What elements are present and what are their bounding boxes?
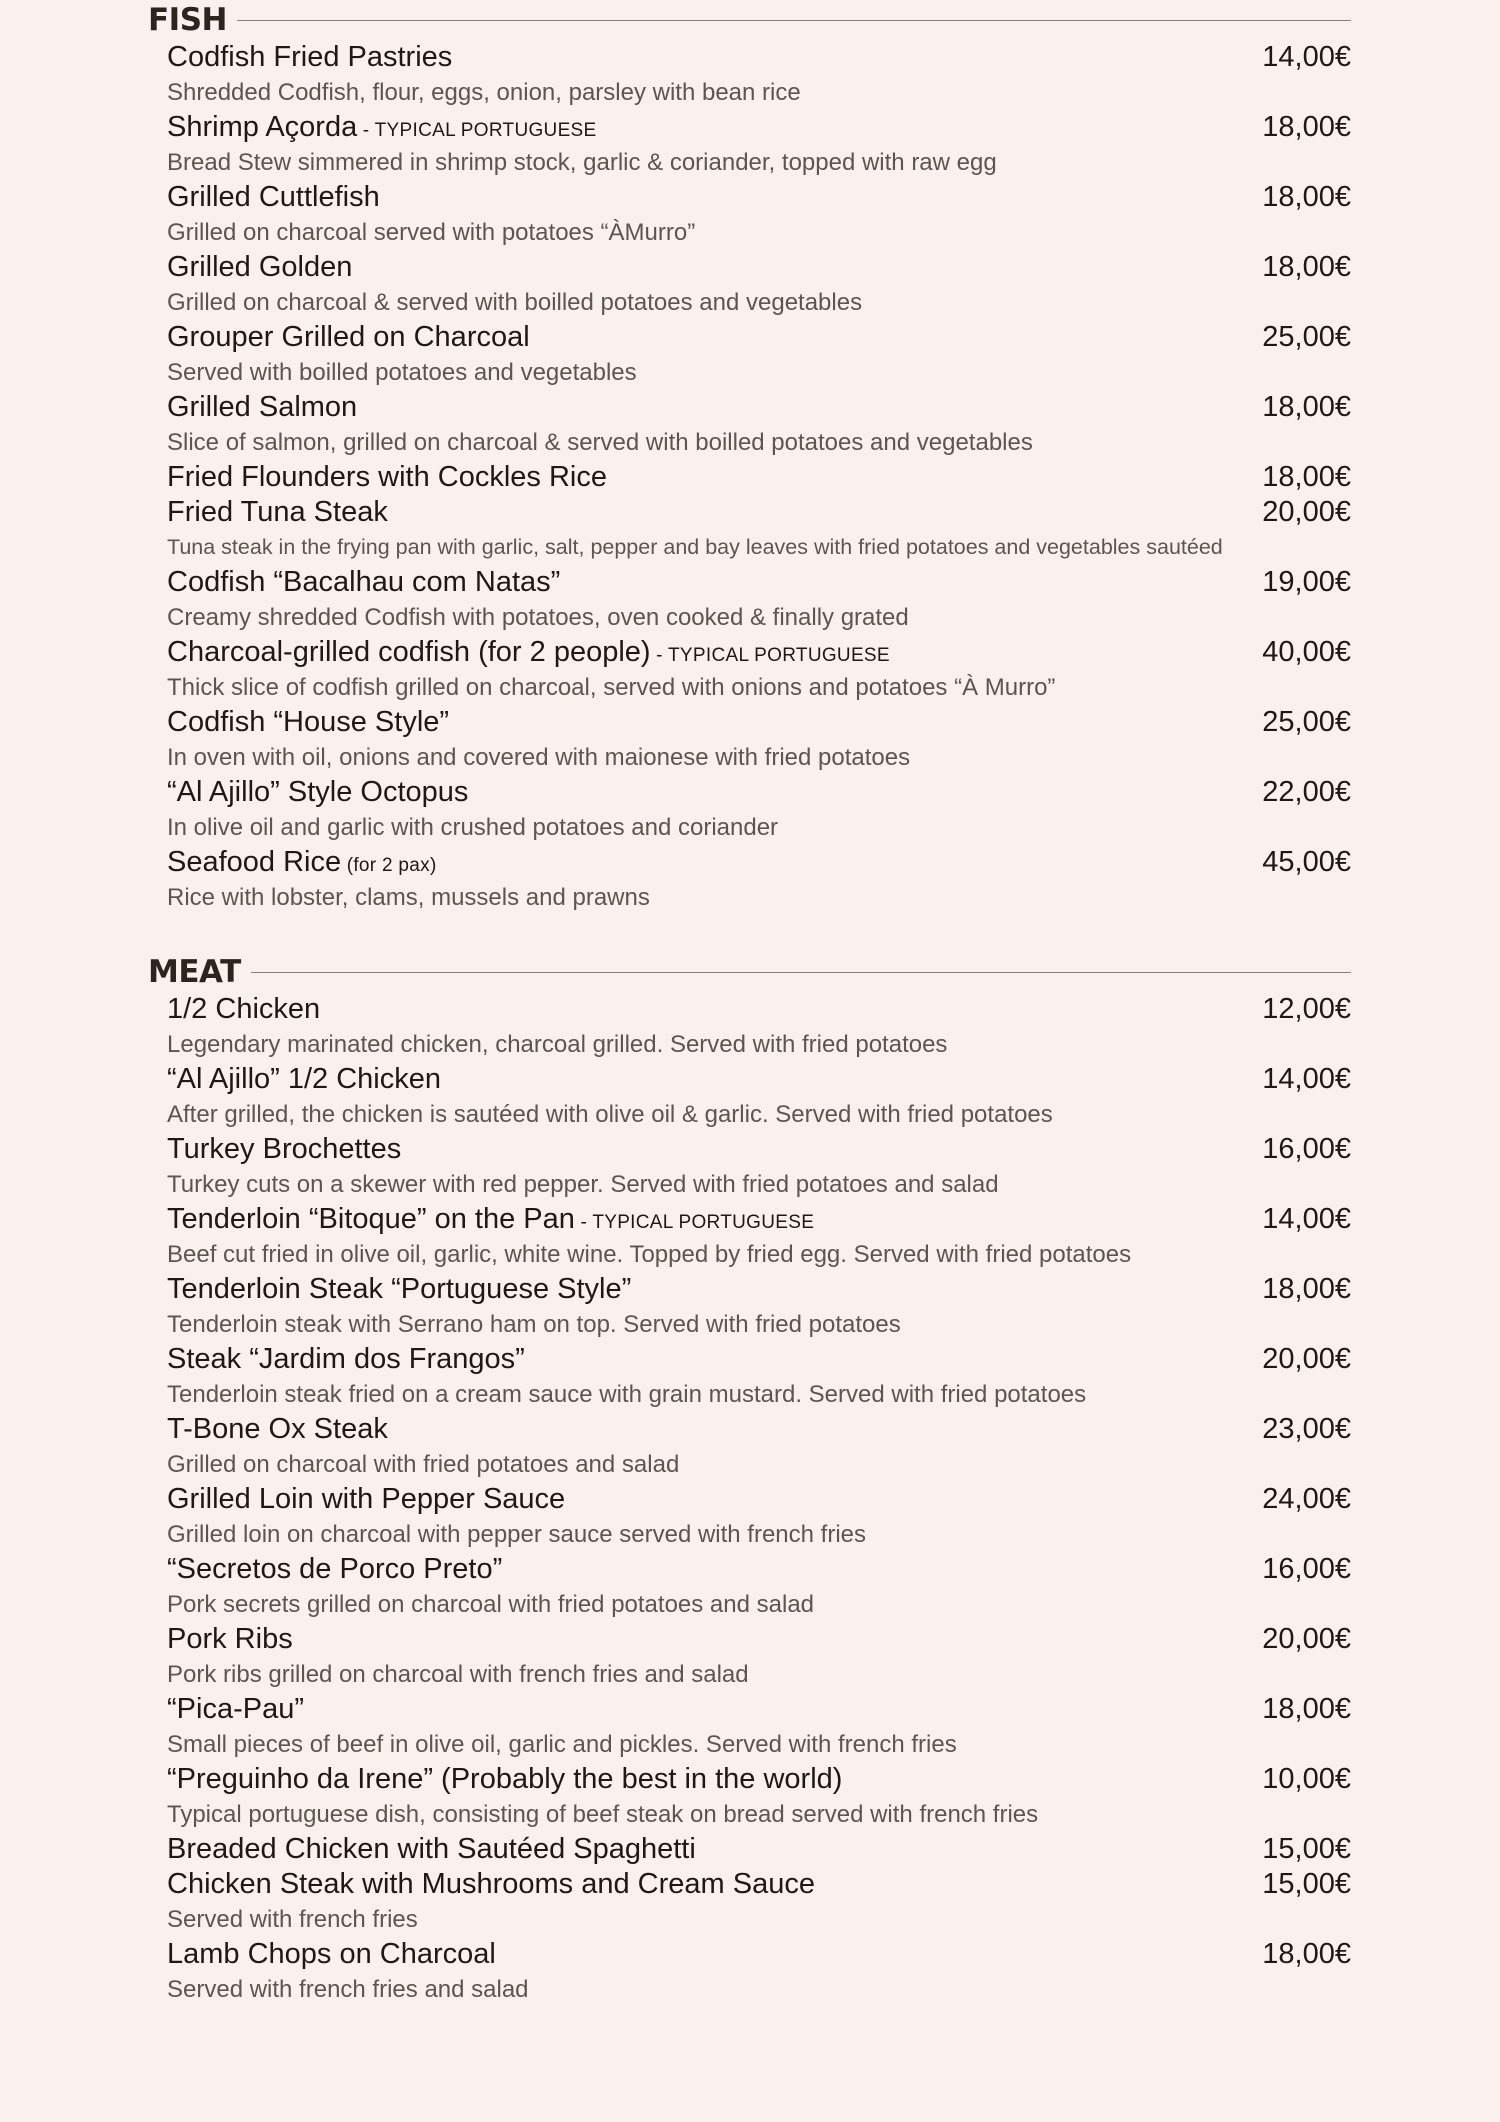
menu-item-line — [167, 775, 1351, 810]
menu-item-description: Pork ribs grilled on charcoal with french fries and salad — [167, 1661, 749, 1688]
menu-item-name — [167, 1937, 496, 1975]
menu-item-line — [167, 845, 1351, 880]
menu-item-line — [167, 1832, 1351, 1867]
menu-item-name — [167, 775, 468, 813]
menu-item-line — [167, 992, 1351, 1027]
menu-item-name-text: Codfish Fried Pastries — [167, 41, 453, 73]
menu-item — [148, 1272, 1351, 1342]
menu-item — [148, 705, 1351, 775]
menu-item — [148, 320, 1351, 390]
menu-item — [148, 1832, 1351, 1867]
menu-item-name — [167, 1867, 815, 1905]
menu-item-line — [167, 1867, 1351, 1902]
menu-item-name-text: Tenderloin “Bitoque” on the Pan — [167, 1203, 575, 1235]
menu-item-description: Shredded Codfish, flour, eggs, onion, parsley with bean rice — [167, 79, 801, 106]
menu-item — [148, 845, 1351, 915]
menu-item-name — [167, 1622, 293, 1660]
menu-item — [148, 1937, 1351, 2007]
menu-item-name-text: Grilled Cuttlefish — [167, 181, 380, 213]
menu-item — [148, 635, 1351, 705]
fish-section — [148, 0, 1351, 915]
menu-item-name-text: Tenderloin Steak “Portuguese Style” — [167, 1273, 632, 1305]
menu-item-name — [167, 1202, 814, 1240]
menu-item-name — [167, 1342, 525, 1380]
menu-item-description: Thick slice of codfish grilled on charcoal, served with onions and potatoes “À Murro” — [167, 674, 1056, 701]
menu-item-line — [167, 1062, 1351, 1097]
menu-item-name-text: “Pica-Pau” — [167, 1693, 304, 1725]
menu-item — [148, 1412, 1351, 1482]
menu-item — [148, 180, 1351, 250]
section-header — [148, 952, 1351, 992]
menu-item-name — [167, 180, 380, 218]
section-title-fish: FISH — [148, 0, 237, 40]
menu-item — [148, 460, 1351, 495]
menu-item-name-text: Chicken Steak with Mushrooms and Cream Sauce — [167, 1868, 815, 1900]
menu-item-price: 18,00€ — [1262, 461, 1351, 493]
menu-item-line — [167, 495, 1351, 530]
menu-item-price: 16,00€ — [1262, 1133, 1351, 1165]
menu-item-line — [167, 40, 1351, 75]
menu-item-price: 24,00€ — [1262, 1483, 1351, 1515]
menu-item-description: After grilled, the chicken is sautéed with olive oil & garlic. Served with fried potatoes — [167, 1101, 1053, 1128]
menu-item-price: 15,00€ — [1262, 1868, 1351, 1900]
menu-item-name-text: Lamb Chops on Charcoal — [167, 1938, 496, 1970]
menu-item-name — [167, 705, 449, 743]
menu-item-tag: - TYPICAL PORTUGUESE — [650, 645, 890, 666]
menu-item-name-text: Grilled Golden — [167, 251, 353, 283]
menu-item-line — [167, 635, 1351, 670]
menu-item-name-text: Charcoal-grilled codfish (for 2 people) — [167, 636, 651, 668]
menu-item-description: Grilled on charcoal & served with boilled potatoes and vegetables — [167, 289, 863, 316]
menu-item-name — [167, 320, 530, 358]
menu-item-name-text: “Al Ajillo” Style Octopus — [167, 776, 469, 808]
menu-item-name-text: Fried Tuna Steak — [167, 496, 388, 528]
section-header — [148, 0, 1351, 40]
menu-item-description: Tenderloin steak with Serrano ham on top. Served with fried potatoes — [167, 1311, 901, 1338]
menu-item-line — [167, 320, 1351, 355]
menu-item-description: Creamy shredded Codfish with potatoes, oven cooked & finally grated — [167, 604, 909, 631]
menu-item — [148, 1062, 1351, 1132]
menu-item-line — [167, 1132, 1351, 1167]
menu-item-line — [167, 250, 1351, 285]
section-title-meat: MEAT — [148, 952, 251, 992]
menu-item-description: Grilled on charcoal with fried potatoes and salad — [167, 1451, 680, 1478]
menu-item-name-text: Codfish “Bacalhau com Natas” — [167, 566, 561, 598]
menu-item-description: In oven with oil, onions and covered with maionese with fried potatoes — [167, 744, 911, 771]
menu-item-name-text: Grouper Grilled on Charcoal — [167, 321, 530, 353]
menu-item-tag: - TYPICAL PORTUGUESE — [357, 120, 597, 141]
menu-item — [148, 565, 1351, 635]
menu-item-line — [167, 1342, 1351, 1377]
section-divider — [148, 20, 1351, 21]
menu-item-price: 14,00€ — [1262, 1063, 1351, 1095]
menu-item-name — [167, 1132, 401, 1170]
menu-item-name — [167, 1062, 441, 1100]
menu-item-description: Beef cut fried in olive oil, garlic, white wine. Topped by fried egg. Served with fried potatoes — [167, 1241, 1132, 1268]
menu-item-name — [167, 40, 452, 78]
menu-item-name-text: Shrimp Açorda — [167, 111, 358, 143]
menu-item-description: Served with boilled potatoes and vegetables — [167, 359, 637, 386]
menu-item-price: 22,00€ — [1262, 776, 1351, 808]
menu-item-line — [167, 705, 1351, 740]
menu-item-name — [167, 565, 560, 603]
menu-item-name — [167, 1762, 842, 1800]
menu-item-line — [167, 460, 1351, 495]
menu-item-description: Slice of salmon, grilled on charcoal & served with boilled potatoes and vegetables — [167, 429, 1033, 456]
menu-item-tag: - TYPICAL PORTUGUESE — [574, 1212, 815, 1233]
menu-item-price: 12,00€ — [1262, 993, 1351, 1025]
menu-item — [148, 40, 1351, 110]
menu-item-name — [167, 460, 607, 498]
menu-item — [148, 110, 1351, 180]
menu-item-price: 15,00€ — [1262, 1833, 1351, 1865]
section-divider — [148, 972, 1351, 973]
meat-items — [148, 992, 1351, 2007]
menu-item-line — [167, 390, 1351, 425]
menu-item-price: 18,00€ — [1262, 1273, 1351, 1305]
menu-item-line — [167, 1272, 1351, 1307]
menu-item-name — [167, 1832, 696, 1870]
menu-item-line — [167, 565, 1351, 600]
menu-item-price: 20,00€ — [1262, 1623, 1351, 1655]
menu-item — [148, 1622, 1351, 1692]
menu-item — [148, 1482, 1351, 1552]
menu-item-description: Turkey cuts on a skewer with red pepper. Served with fried potatoes and salad — [167, 1171, 999, 1198]
menu-item-name — [167, 1482, 565, 1520]
menu-item-description: In olive oil and garlic with crushed potatoes and coriander — [167, 814, 779, 841]
menu-item-name-text: Breaded Chicken with Sautéed Spaghetti — [167, 1833, 696, 1865]
meat-section — [148, 952, 1351, 2007]
menu-item-name — [167, 635, 890, 673]
menu-item-name-text: Pork Ribs — [167, 1623, 293, 1655]
menu-item — [148, 1342, 1351, 1412]
menu-item-price: 45,00€ — [1262, 846, 1351, 878]
menu-item-description: Typical portuguese dish, consisting of beef steak on bread served with french fries — [167, 1801, 1039, 1828]
menu-item-price: 18,00€ — [1262, 251, 1351, 283]
menu-item-description: Pork secrets grilled on charcoal with fried potatoes and salad — [167, 1591, 815, 1618]
menu-item-price: 18,00€ — [1262, 1693, 1351, 1725]
menu-item — [148, 250, 1351, 320]
menu-item — [148, 1132, 1351, 1202]
menu-item-description: Rice with lobster, clams, mussels and prawns — [167, 884, 650, 911]
menu-item-name-text: “Al Ajillo” 1/2 Chicken — [167, 1063, 441, 1095]
menu-item — [148, 390, 1351, 460]
menu-item-description: Grilled loin on charcoal with pepper sauce served with french fries — [167, 1521, 867, 1548]
menu-item-line — [167, 1552, 1351, 1587]
menu-item-price: 23,00€ — [1262, 1413, 1351, 1445]
menu-item-price: 25,00€ — [1262, 706, 1351, 738]
menu-item-price: 18,00€ — [1262, 391, 1351, 423]
menu-item-name-text: Grilled Loin with Pepper Sauce — [167, 1483, 566, 1515]
menu-item-description: Served with french fries and salad — [167, 1976, 529, 2003]
menu-item-name-text: Fried Flounders with Cockles Rice — [167, 461, 607, 493]
menu-item-price: 14,00€ — [1262, 41, 1351, 73]
menu-item-name — [167, 495, 388, 533]
menu-item-line — [167, 1202, 1351, 1237]
menu-item-name-text: T-Bone Ox Steak — [167, 1413, 388, 1445]
menu-item-description: Served with french fries — [167, 1906, 418, 1933]
menu-item-name — [167, 390, 357, 428]
menu-item-line — [167, 110, 1351, 145]
menu-item-name-text: Steak “Jardim dos Frangos” — [167, 1343, 525, 1375]
menu-item-name — [167, 1692, 304, 1730]
menu-item-name — [167, 250, 352, 288]
menu-item — [148, 1762, 1351, 1832]
menu-item — [148, 1692, 1351, 1762]
menu-item-line — [167, 1937, 1351, 1972]
menu-item — [148, 495, 1351, 565]
menu-item-description: Tuna steak in the frying pan with garlic, salt, pepper and bay leaves with fried potatoes and vegetables sautéed — [167, 535, 1223, 559]
menu-item-name — [167, 845, 437, 883]
menu-item-price: 19,00€ — [1262, 566, 1351, 598]
menu-item-name-text: Codfish “House Style” — [167, 706, 450, 738]
menu-item-price: 16,00€ — [1262, 1553, 1351, 1585]
menu-item — [148, 1867, 1351, 1937]
menu-item-price: 20,00€ — [1262, 496, 1351, 528]
menu-item-description: Small pieces of beef in olive oil, garlic and pickles. Served with french fries — [167, 1731, 957, 1758]
menu-item-price: 18,00€ — [1262, 1938, 1351, 1970]
menu-item-name — [167, 1272, 631, 1310]
menu-item-line — [167, 1482, 1351, 1517]
menu-item-line — [167, 1762, 1351, 1797]
menu-item-price: 10,00€ — [1262, 1763, 1351, 1795]
menu-item-description: Tenderloin steak fried on a cream sauce with grain mustard. Served with fried potatoes — [167, 1381, 1087, 1408]
menu-item-description: Grilled on charcoal served with potatoes “ÀMurro” — [167, 219, 696, 246]
menu-item — [148, 775, 1351, 845]
menu-item-name — [167, 110, 597, 148]
menu-item-price: 20,00€ — [1262, 1343, 1351, 1375]
menu-item-description: Legendary marinated chicken, charcoal grilled. Served with fried potatoes — [167, 1031, 948, 1058]
menu-item-price: 40,00€ — [1262, 636, 1351, 668]
menu-item — [148, 992, 1351, 1062]
menu-item-line — [167, 1622, 1351, 1657]
menu-item-name-text: Turkey Brochettes — [167, 1133, 402, 1165]
menu-item-line — [167, 180, 1351, 215]
fish-items — [148, 40, 1351, 915]
menu-item-name-text: “Preguinho da Irene” (Probably the best in the world) — [167, 1763, 843, 1795]
menu-item-price: 18,00€ — [1262, 181, 1351, 213]
menu-item-price: 25,00€ — [1262, 321, 1351, 353]
menu-item-price: 14,00€ — [1262, 1203, 1351, 1235]
menu-item — [148, 1202, 1351, 1272]
menu-item-line — [167, 1692, 1351, 1727]
menu-item-name-text: “Secretos de Porco Preto” — [167, 1553, 503, 1585]
menu-item-name — [167, 1552, 502, 1590]
menu-item-name — [167, 1412, 388, 1450]
menu-item-name — [167, 992, 320, 1030]
menu-item-name-text: Grilled Salmon — [167, 391, 358, 423]
menu-item-price: 18,00€ — [1262, 111, 1351, 143]
menu-item-line — [167, 1412, 1351, 1447]
menu-item-description: Bread Stew simmered in shrimp stock, garlic & coriander, topped with raw egg — [167, 149, 997, 176]
menu-item-tag: (for 2 pax) — [341, 855, 437, 876]
menu-item — [148, 1552, 1351, 1622]
menu-item-name-text: 1/2 Chicken — [167, 993, 321, 1025]
menu-item-name-text: Seafood Rice — [167, 846, 342, 878]
